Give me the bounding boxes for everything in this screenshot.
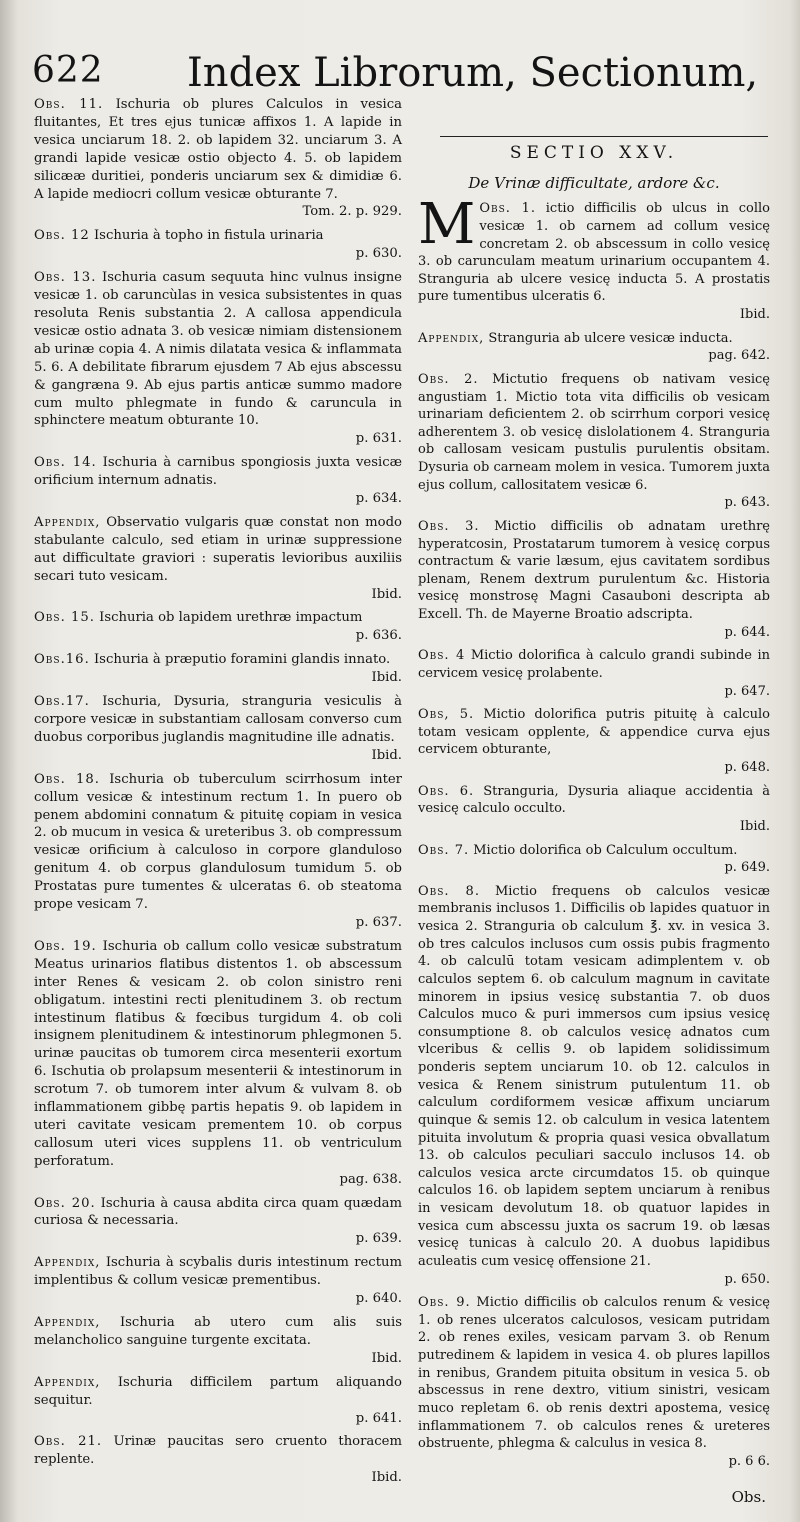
entry-label: Appendix, <box>418 330 485 346</box>
entry-text: Mictio difficilis ob adnatam urethrę hyperatcosin, Prostatarum tumorem à vesicę corpus contractum & varie læsum, ejus cavitatem sordibus plenam, Renem dextrum purulentum &c. Historia vesicę monstrosę Magni Casauboni descripta ab Excell. Th. de Mayerne Broatio adscripta. <box>418 518 770 622</box>
entry-label: Obs. 9. <box>418 1295 471 1311</box>
index-entry <box>34 227 402 263</box>
index-entry <box>418 706 770 777</box>
entry-page-ref: Ibid. <box>371 747 402 763</box>
entry-text: Ischuria ab utero cum alis suis melancholico sanguine turgente excitata. <box>34 1315 402 1348</box>
index-entry <box>418 647 770 700</box>
index-entry <box>34 1195 402 1249</box>
drop-cap: M <box>418 192 476 258</box>
entry-page-ref: p. 630. <box>355 246 402 262</box>
entry-label: Obs. 2. <box>418 371 479 387</box>
entry-label: Appendix, <box>34 1315 101 1330</box>
entry-label: Obs. 13. <box>34 270 97 286</box>
index-entry <box>418 842 770 877</box>
entry-text: Ischuria ob tuberculum scirrhosum inter collum vesicæ & intestinum rectum 1. In puero ob penem abdomini connatum & pituitę copiam in vesica 2. ob mucum in vesica & ureteribus 3. ob compressum vesicæ orificium à calculoso in corpore glanduloso genitum 4. ob corpus glandulosum tumidum 5. ob Prostatas pure tumentes & ulceratas 6. ob steatoma prope vesicam 7. <box>34 771 402 913</box>
entry-text: Observatio vulgaris quæ constat non modo stabulante calculo, sed etiam in urinæ suppressione aut difficultate graviori : superatis levioribus auxiliis secari tuto vesicam. <box>34 514 402 584</box>
entry-text: Mictutio frequens ob nativam vesicę angustiam 1. Mictio tota vita difficilis ob vesicam urinariam deficientem 2. ob scirrhum corpori vesicę adherentem 3. ob vesicę dislolationem 4. Stranguria ob callosam vesicam pustulis purulentis obsitam. Dysuria ob carneam molem in vesica. Tumorem juxta ejus collum, callositatem vesicæ 6. <box>418 371 771 493</box>
entry-page-ref: p. 649. <box>724 860 770 876</box>
index-entry <box>34 514 402 604</box>
entry-label: Obs, 5. <box>418 707 475 723</box>
entry-page-ref: Ibid. <box>371 1470 402 1486</box>
index-entry <box>418 1294 770 1470</box>
entry-label: Obs. 7. <box>418 842 470 858</box>
entry-page-ref: Ibid. <box>739 307 770 322</box>
entry-page-ref: p. 650. <box>724 1271 770 1287</box>
page-title: Index Librorum, Sectionum, <box>187 50 759 96</box>
index-entry <box>34 1433 402 1487</box>
entry-label: Obs. 6. <box>418 783 475 799</box>
entry-page-ref: Ibid. <box>739 818 770 834</box>
entry-label: Obs. 14. <box>34 455 97 471</box>
entry-label: Obs. 4 <box>418 648 466 664</box>
entry-text: Ischuria casum sequuta hinc vulnus insigne vesicæ 1. ob caruncùlas in vesica subsistentes in quas resoluta Renis substantia 2. A callosa appendicula vesicæ ostio adnata 3. ob vesicæ nimiam distensionem ab urinæ copia 4. A nimis dilatata vesica & inflammata 5. 6. A debilitate fibrarum ejusdem 7 Ab ejus abscessu & gangræna 9. Ab ejus partis anticæ summo madore cum multo phlegmate in fundo & caruncula in sphinctere meatum obturante 10. <box>34 270 402 429</box>
entry-page-ref: p. 639. <box>355 1231 402 1247</box>
entry-page-ref: Ibid. <box>371 586 402 602</box>
index-entry <box>34 651 402 687</box>
entry-page-ref: p. 636. <box>355 628 402 644</box>
entry-page-ref: Ibid. <box>371 670 402 686</box>
entry-label: Obs. 8. <box>418 883 480 899</box>
index-entry <box>34 771 402 932</box>
index-entry <box>418 518 770 641</box>
index-entry <box>418 883 770 1288</box>
section-title: SECTIO XXV. <box>509 143 679 163</box>
left-column <box>34 96 402 1493</box>
entry-label: Appendix, <box>34 1255 101 1271</box>
entry-page-ref: p. 637. <box>355 914 402 930</box>
entry-text: Stranguria, Dysuria aliaque accidentia à vesicę calculo occulto. <box>418 783 770 817</box>
entry-label: Obs. 20. <box>34 1195 96 1211</box>
index-entry <box>34 609 402 645</box>
index-entry <box>34 1374 402 1428</box>
index-entry <box>418 192 771 323</box>
index-entry <box>418 330 770 365</box>
index-entry <box>34 1254 402 1308</box>
entry-text: Mictio dolorifica à calculo grandi subinde in cervicem vesicę prolabente. <box>418 648 770 681</box>
entry-page-ref: p. 634. <box>355 491 402 507</box>
entry-page-ref: pag. 638. <box>339 1171 402 1187</box>
entry-page-ref: p. 631. <box>355 431 402 447</box>
entry-label: Obs. 15. <box>34 610 95 626</box>
entry-label: Obs.17. <box>34 694 90 710</box>
entry-label: Obs. 1. <box>479 201 537 217</box>
entry-text: Mictio difficilis ob calculos renum & vesicę 1. ob renes ulceratos calculosos, vesicam putridam 2. ob renes exiles, vesicam parvam 3. ob Renum putredinem & lapidem in vesica 4. ob plures lapillos in renibus, Grandem pituita obsitum in vesica 5. ob abscessus in rene dextro, vitium sinistri, vesicam muco repletam 6. ob renis dextri apostema, vesicę inflammationem 7. ob calculos renes & ureteres obstruente, phlegma & calculus in vesica 8. <box>418 1295 770 1452</box>
entry-text: Urinæ paucitas sero cruento thoracem replente. <box>34 1434 402 1468</box>
index-entry <box>34 938 402 1189</box>
entry-page-ref: p. 647. <box>724 683 770 699</box>
entry-label: Obs.16. <box>34 652 90 668</box>
index-entry <box>34 693 402 765</box>
entry-page-ref: p. 648. <box>724 760 770 775</box>
entry-page-ref: p. 641. <box>355 1410 402 1426</box>
entry-text: Ischuria, Dysuria, stranguria vesiculis à corpore vesicæ in substantiam callosam converso cum duobus corporibus juglandis magnitudine ille adnatis. <box>34 694 402 745</box>
entry-text: Ischuria à carnibus spongiosis juxta vesicæ orificium internum adnatis. <box>34 455 403 489</box>
entry-text: Mictio dolorifica ob Calculum occultum. <box>473 842 738 858</box>
entry-text: Ischuria à causa abdita circa quam quædam curiosa & necessaria. <box>34 1195 402 1229</box>
entry-label: Appendix, <box>34 514 101 530</box>
entry-text: Ischuria à scybalis duris intestinum rectum implentibus & collum vesicæ prementibus. <box>34 1255 402 1289</box>
entry-text: Ischuria ob callum collo vesicæ substratum Meatus urinarios flatibus distentos 1. ob abscessum inter Renes & vesicam 2. ob colon sinistro reni obligatum. intestini recti plenitudinem 3. ob rectum intestinum flatibus & fœcibus turgidum 4. ob coli insignem plenitudinem & intestinorum phlegmonen 5. urinæ paucitas ob tumorem circa mesenterii exortum 6. Ischutia ob prolapsum mesenterii & intestinorum in scrotum 7. ob tumorem inter alvum & vulvam 8. ob inflammationem gibbę partis hepatis 9. ob lapidem in uteri cavitate vesicam prementem 10. ob corpus callosum uteri vices supplens 11. ob ventriculum perforatum. <box>34 938 402 1169</box>
right-column <box>418 136 770 1476</box>
entry-label: Obs. 12 <box>34 228 90 244</box>
index-entry <box>418 371 770 512</box>
entry-text: Ischuria ob plures Calculos in vesica fluitantes, Et tres ejus tunicæ affixos 1. A lapide in vesica unciarum 18. 2. ob lapidem 32. unciarum 3. A grandi lapide vesicæ ostio objecto 4. 5. ob lapidem silicææ duritiei, ponderis unciarum sex & dimidiæ 6. A lapide mediocri collum vesicæ obturante 7. <box>34 97 402 202</box>
section-rule <box>440 136 768 137</box>
entry-text: Ischuria difficilem partum aliquando sequitur. <box>34 1374 402 1408</box>
entry-label: Obs. 19. <box>34 938 97 954</box>
section-subtitle: De Vrinæ difficultate, ardore &c. <box>468 173 720 192</box>
entry-page-ref: Ibid. <box>371 1350 402 1366</box>
entry-page-ref: p. 643. <box>724 495 770 511</box>
entry-page-ref: p. 6 6. <box>728 1453 770 1469</box>
index-entry <box>34 1314 402 1368</box>
entry-label: Appendix, <box>34 1374 101 1390</box>
entry-label: Obs. 3. <box>418 518 480 534</box>
page-number: 622 <box>32 50 104 91</box>
index-entry <box>34 269 402 448</box>
index-entry <box>418 783 770 836</box>
entry-label: Obs. 21. <box>34 1434 103 1450</box>
entry-page-ref: Tom. 2. p. 929. <box>302 204 402 220</box>
entry-text: Mictio dolorifica putris pituitę à calculo totam vesicam opplente, & appendice curva ejus cervicem obturante, <box>418 707 770 758</box>
entry-text: Mictio frequens ob calculos vesicæ membranis inclusos 1. Difficilis ob lapides quatuor in vesica 2. Stranguria ob calculum ℥. xv. in vesica 3. ob tres calculos inclusos cum ossis pubis fragmento 4. ob calculū totam vesicam adimplentem v. ob calculos septem 6. ob calculum magnum in cavitate minorem in ipsius vesicę substantia 7. ob duos Calculos muco & puri immersos cum ipsius vesicę consumptione 8. ob calculos vesicę adnatos cum vlceribus & cellis 9. ob lapidem solidissimum ponderis septem unciarum 10. ob 12. calculos in vesica & Renem sinistrum putulentum 11. ob calculum cordiformem vesicæ affixum unciarum quinque & semis 12. ob calculum in vesica latentem pituita involutum & propria quasi vesica obvallatum 13. ob calculos peculiari sacculo inclusos 14. ob calculos vesica arcte circumdatos 15. ob quinque calculos 16. ob lapidem septem unciarum à renibus in vesicam devolutum 18. ob quatuor lapides in vesica cum abscessu juxta os sacrum 19. ob læsas vesicę tunicas à calculo 20. A duobus lapidibus aculeatis cum vesicę offensione 21. <box>418 883 771 1269</box>
index-entry <box>34 96 402 221</box>
entry-text: ictio difficilis ob ulcus in collo vesicæ 1. ob carnem ad collum vesicę concretam 2. ob abscessum in collo vesicę 3. ob carunculam meatum urinarium occupantem 4. Stranguria ab ulcere vesicę inducta 5. A prostatis pure tumentibus ulceratis 6. <box>418 201 771 305</box>
entry-text: Ischuria ob lapidem urethræ impactum <box>99 610 363 626</box>
catchword: Obs. <box>731 1488 766 1506</box>
entry-text: Ischuria à topho in fistula urinaria <box>93 228 324 244</box>
entry-text: Ischuria à præputio foramini glandis innato. <box>93 652 391 668</box>
entry-page-ref: pag. 642. <box>708 348 770 364</box>
entry-label: Obs. 18. <box>34 771 100 787</box>
entry-label: Obs. 11. <box>34 97 104 112</box>
entry-page-ref: p. 644. <box>724 624 770 640</box>
entry-text: Stranguria ab ulcere vesicæ inducta. <box>488 330 733 346</box>
index-entry <box>34 454 402 508</box>
entry-page-ref: p. 640. <box>355 1291 402 1307</box>
